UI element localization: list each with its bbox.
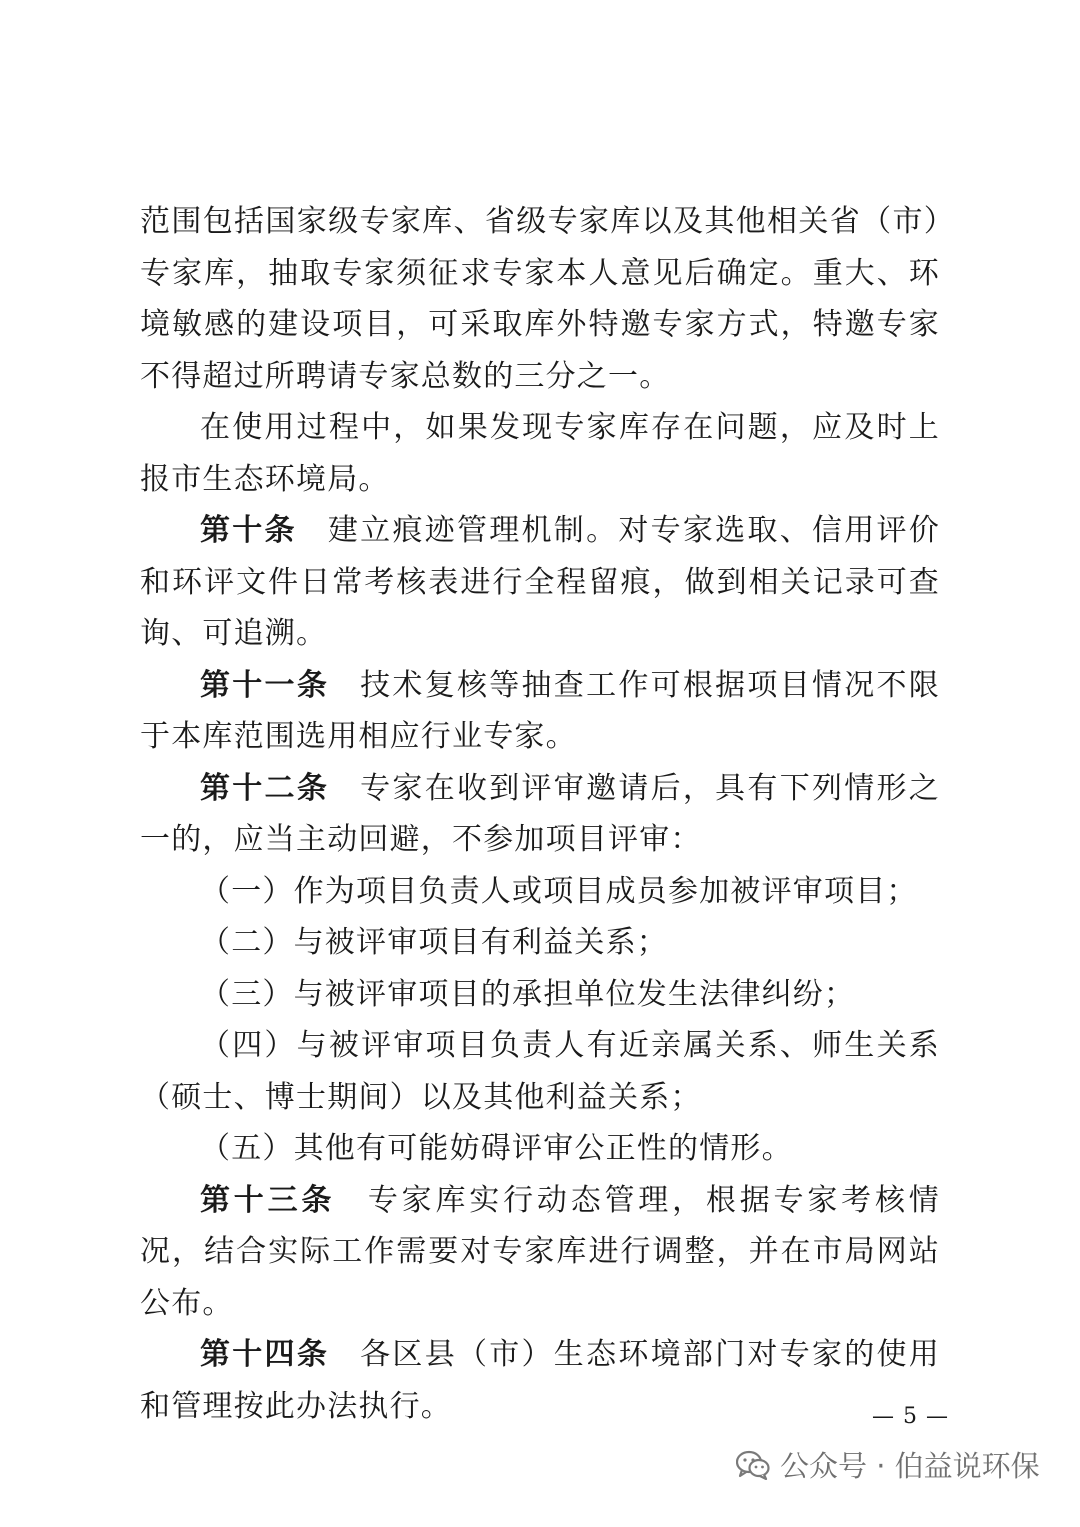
page-number: — 5 — [872, 1404, 949, 1429]
article-label: 第十一条 [200, 667, 330, 703]
article-12 [140, 763, 940, 866]
list-item-2: （二）与被评审项目有利益关系； [200, 925, 668, 960]
wechat-icon [736, 1450, 770, 1480]
article-label: 第十三条 [200, 1182, 336, 1218]
article-label: 第十二条 [200, 770, 330, 806]
paragraph-2: 在使用过程中，如果发现专家库存在问题，应及时上报市生态环境局。 [140, 410, 940, 497]
article-text: 专家在收到评审邀请后，具有下列情形之一的，应当主动回避，不参加项目评审： [140, 770, 940, 857]
article-label: 第十条 [200, 513, 297, 548]
list-item-1: （一）作为项目负责人或项目成员参加被评审项目； [200, 873, 918, 909]
article-13 [140, 1175, 940, 1330]
list-item-4: （四）与被评审项目负责人有近亲属关系、师生关系（硕士、博士期间）以及其他利益关系； [140, 1028, 940, 1115]
article-11 [140, 660, 940, 763]
article-text: 技术复核等抽查工作可根据项目情况不限于本库范围选用相应行业专家。 [140, 667, 940, 754]
article-label: 第十四条 [200, 1337, 330, 1372]
list-item-5: （五）其他有可能妨碍评审公正性的情形。 [200, 1131, 793, 1166]
article-10 [140, 505, 940, 660]
paragraph-1: 范围包括国家级专家库、省级专家库以及其他相关省（市）专家库，抽取专家须征求专家本人意见后确定。重大、环境敏感的建设项目，可采取库外特邀专家方式，特邀专家不得超过所聘请专家总数的三分之一。 [140, 204, 940, 394]
watermark [736, 1444, 1040, 1485]
article-text: 专家库实行动态管理，根据专家考核情况，结合实际工作需要对专家库进行调整，并在市局网站公布。 [140, 1182, 940, 1321]
article-text: 各区县（市）生态环境部门对专家的使用和管理按此办法执行。 [140, 1337, 940, 1424]
list-item-3: （三）与被评审项目的承担单位发生法律纠纷； [200, 976, 856, 1012]
watermark-text: 公众号 · 伯益说环保 [780, 1449, 1040, 1483]
document-body [140, 196, 940, 1432]
article-14 [140, 1329, 940, 1432]
article-text: 建立痕迹管理机制。对专家选取、信用评价和环评文件日常考核表进行全程留痕，做到相关记录可查询、可追溯。 [140, 513, 940, 651]
